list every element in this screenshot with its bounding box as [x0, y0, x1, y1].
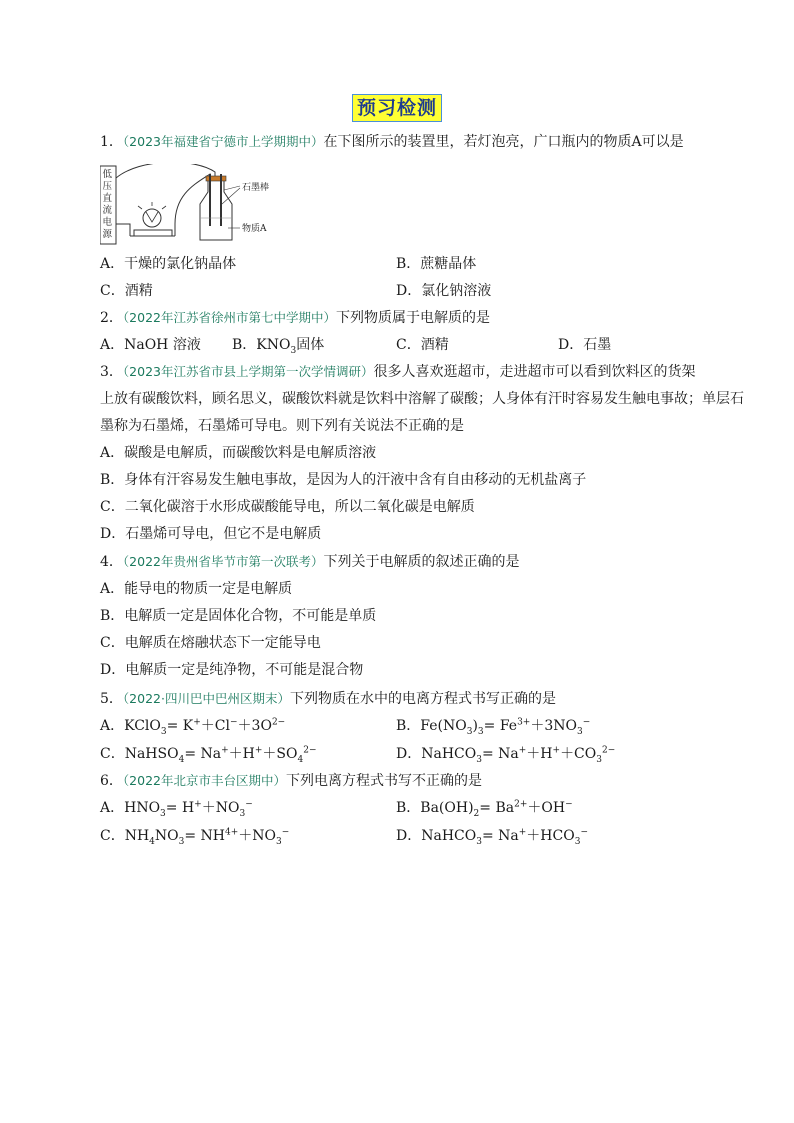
q6-option-b: B．$Ba(OH)_2= Ba^{2+}+OH^-$ — [396, 799, 573, 819]
q4-option-c: C．电解质在熔融状态下一定能导电 — [100, 635, 321, 651]
q3-option-c: C．二氧化碳溶于水形成碳酸能导电，所以二氧化碳是电解质 — [100, 499, 475, 515]
q5-option-d: D．NaHCO$_3$= $Na^++H^++CO_3^{2-}$ — [396, 745, 616, 765]
question-6-source: （2022年北京市丰台区期中） — [122, 773, 286, 788]
question-3-source: （2023年江苏省市县上学期第一次学情调研） — [122, 364, 374, 379]
substance-a-label: 物质A — [242, 224, 267, 234]
q6-option-a: A．$HNO_3= H^++NO_3^-$ — [100, 799, 253, 819]
q6-option-d: D．NaHCO$_3$= $Na^++HCO_3^-$ — [396, 827, 588, 847]
question-3-stem: 3．（2023年江苏省市县上学期第一次学情调研）很多人喜欢逛超市，走进超市可以看到饮料区的货架 — [100, 364, 696, 380]
q3-option-d: D．石墨烯可导电，但它不是电解质 — [100, 526, 322, 542]
power-char-4: 流 — [102, 205, 113, 216]
question-2-stem: 2．（2022年江苏省徐州市第七中学期中）下列物质属于电解质的是 — [100, 310, 490, 326]
q5-option-b: B．$Fe(NO_3)_3= Fe^{3+}+3NO_3^-$ — [396, 717, 591, 737]
q4-option-a: A．能导电的物质一定是电解质 — [100, 581, 293, 597]
q1-option-a: A．干燥的氯化钠晶体 — [100, 256, 237, 272]
power-supply-label — [103, 169, 113, 240]
q2-option-b: B．$KNO_3$固体 — [232, 337, 325, 356]
question-2-source: （2022年江苏省徐州市第七中学期中） — [122, 310, 336, 325]
q5-option-c: C．NaHSO$_4$= $Na^++H^++SO_4^{2-}$ — [100, 745, 317, 765]
question-6-stem: 6．（2022年北京市丰台区期中）下列电离方程式书写不正确的是 — [100, 773, 482, 789]
question-5-stem: 5．（2022·四川巴中巴州区期末）下列物质在水中的电离方程式书写正确的是 — [100, 691, 556, 707]
q4-option-b: B．电解质一定是固体化合物，不可能是单质 — [100, 608, 377, 624]
question-5-source: （2022·四川巴中巴州区期末） — [122, 691, 290, 706]
question-1-source: （2023年福建省宁德市上学期期中） — [122, 134, 324, 149]
q1-option-d: D．氯化钠溶液 — [396, 283, 492, 299]
question-4-stem: 4．（2022年贵州省毕节市第一次联考）下列关于电解质的叙述正确的是 — [100, 554, 520, 570]
question-1-stem: 1．（2023年福建省宁德市上学期期中）在下图所示的装置里，若灯泡亮，广口瓶内的物质A可以是 — [100, 134, 684, 150]
title-row — [0, 94, 794, 122]
power-char-2: 压 — [102, 181, 113, 192]
question-3-stem-line-3: 墨称为石墨烯，石墨烯可导电。则下列有关说法不正确的是 — [100, 418, 464, 434]
question-3-stem-line-2: 上放有碳酸饮料，顾名思义，碳酸饮料就是饮料中溶解了碳酸；人身体有汗时容易发生触电事故；单层石 — [100, 391, 744, 407]
q2-option-c: C．酒精 — [396, 337, 449, 353]
q2-option-a: A．NaOH 溶液 — [100, 337, 201, 353]
power-char-3: 直 — [102, 193, 113, 204]
power-char-5: 电 — [102, 217, 113, 228]
q1-option-c: C．酒精 — [100, 283, 153, 299]
page-title: 预习检测 — [352, 94, 442, 122]
question-4-source: （2022年贵州省毕节市第一次联考） — [122, 554, 324, 569]
q1-option-b: B．蔗糖晶体 — [396, 256, 477, 272]
power-char-6: 源 — [102, 229, 113, 240]
bulb-icon — [143, 209, 161, 227]
q6-option-c: C．$NH_4NO_3= NH^{4+}+NO_3^-$ — [100, 827, 290, 847]
q4-option-d: D．电解质一定是纯净物，不可能是混合物 — [100, 662, 364, 678]
q3-option-a: A．碳酸是电解质，而碳酸饮料是电解质溶液 — [100, 445, 377, 461]
q2-option-d: D．石墨 — [558, 337, 612, 353]
q3-option-b: B．身体有汗容易发生触电事故，是因为人的汗液中含有自由移动的无机盐离子 — [100, 472, 587, 488]
q5-option-a: A．KClO$_3$= $K^++Cl^-+3O^{2-}$ — [100, 717, 286, 737]
circuit-diagram — [100, 164, 290, 246]
power-char-1: 低 — [102, 169, 113, 180]
graphite-rod-label: 石墨棒 — [242, 183, 270, 193]
